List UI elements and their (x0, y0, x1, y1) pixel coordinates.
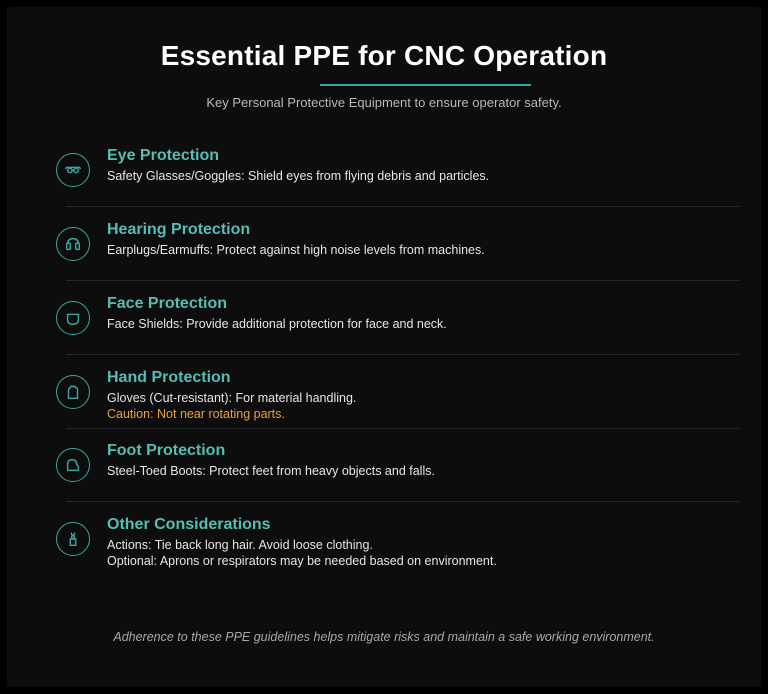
boot-icon (56, 448, 90, 482)
item-description: Gloves (Cut-resistant): For material handling. (107, 391, 357, 405)
page-title: Essential PPE for CNC Operation (160, 40, 608, 71)
item-title: Foot Protection (107, 442, 226, 459)
item-description: Earplugs/Earmuffs: Protect against high noise levels from machines. (107, 243, 485, 257)
footer-note: Adherence to these PPE guidelines helps mitigate risks and maintain a safe working environment. (113, 630, 655, 644)
item-title: Face Protection (107, 295, 228, 312)
title-underline (320, 84, 531, 86)
page-subtitle: Key Personal Protective Equipment to ensure operator safety. (206, 95, 562, 110)
item-description: Face Shields: Provide additional protection for face and neck. (107, 317, 447, 331)
item-title: Hearing Protection (107, 221, 251, 238)
item-description: Safety Glasses/Goggles: Shield eyes from flying debris and particles. (107, 169, 490, 183)
divider (66, 354, 739, 355)
divider (66, 206, 739, 207)
optional-note: Optional: Aprons or respirators may be needed based on environment. (107, 554, 497, 568)
item-title: Hand Protection (107, 369, 231, 386)
face-shield-icon (56, 301, 90, 335)
item-title: Other Considerations (107, 516, 271, 533)
safety-glasses-icon (56, 153, 90, 187)
item-description: Actions: Tie back long hair. Avoid loose clothing. (107, 538, 373, 552)
caution-note: Caution: Not near rotating parts. (107, 407, 285, 421)
divider (66, 501, 739, 502)
divider (66, 280, 739, 281)
glove-icon (56, 375, 90, 409)
item-title: Eye Protection (107, 147, 220, 164)
person-icon (56, 522, 90, 556)
earmuffs-icon (56, 227, 90, 261)
item-description: Steel-Toed Boots: Protect feet from heavy objects and falls. (107, 464, 435, 478)
divider (66, 428, 739, 429)
